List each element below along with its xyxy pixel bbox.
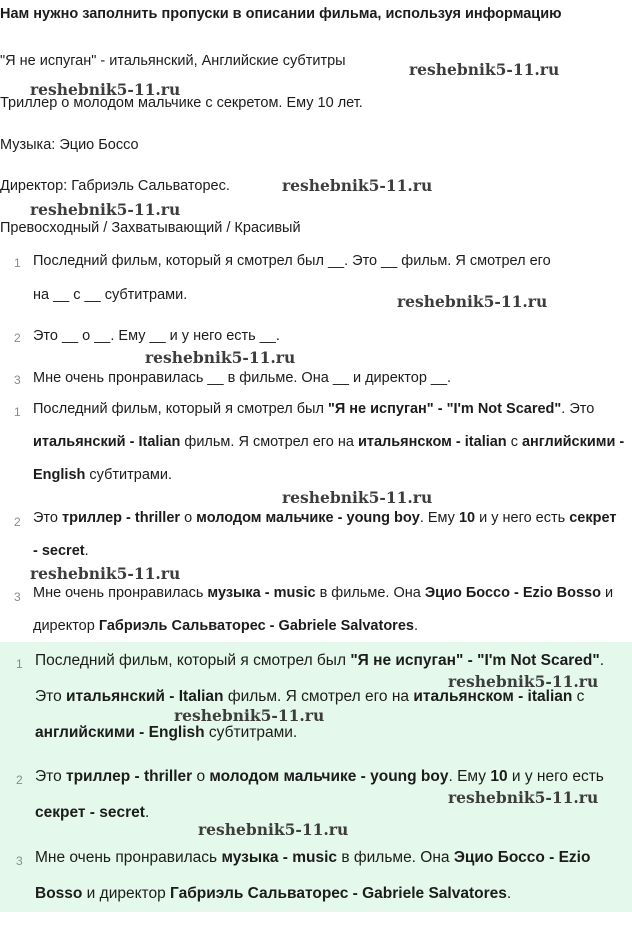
gap-sentence-1-line-2: на __ с __ субтитрами. <box>33 287 188 303</box>
highlighted-answer-1: Последний фильм, который я смотрел был "Я не испуган" - "I'm Not Scared". Это итальянский - Italian фильм. Я смотрел его на итальянском - italian с английскими - English субтитрами. <box>35 652 605 741</box>
gap-sentence-3: Мне очень пронравилась __ в фильме. Она __ и директор __. <box>33 370 452 386</box>
info-line-music: Музыка: Эцио Боссо <box>0 137 139 153</box>
list-number: 3 <box>14 373 21 387</box>
answer-1: Последний фильм, который я смотрел был "Я не испуган" - "I'm Not Scared". Это итальянский - Italian фильм. Я смотрел его на итальянском - italian с английскими - English субтитрами. <box>33 401 625 483</box>
watermark: reshebnik5-11.ru <box>30 80 181 99</box>
watermark: reshebnik5-11.ru <box>30 200 181 219</box>
watermark: reshebnik5-11.ru <box>397 292 548 311</box>
list-number: 3 <box>16 854 23 868</box>
watermark: reshebnik5-11.ru <box>448 788 599 807</box>
answer-3: Мне очень пронравилась музыка - music в фильме. Она Эцио Боссо - Ezio Bosso и директор Габриэль Сальваторес - Gabriele Salvatores. <box>33 585 614 634</box>
watermark: reshebnik5-11.ru <box>30 564 181 583</box>
watermark: reshebnik5-11.ru <box>145 348 296 367</box>
info-line-director: Директор: Габриэль Сальваторес. <box>0 178 230 194</box>
gap-sentence-2: Это __ о __. Ему __ и у него есть __. <box>33 328 280 344</box>
list-number: 1 <box>14 405 21 419</box>
info-line-plot: Триллер о молодом мальчике с секретом. Ему 10 лет. <box>0 95 363 111</box>
watermark: reshebnik5-11.ru <box>409 60 560 79</box>
list-number: 2 <box>16 773 23 787</box>
list-number: 1 <box>16 657 23 671</box>
page-title: Нам нужно заполнить пропуски в описании фильма, используя информацию <box>0 6 562 22</box>
list-number: 3 <box>14 590 21 604</box>
watermark: reshebnik5-11.ru <box>174 706 325 725</box>
gap-sentence-1-line-1: Последний фильм, который я смотрел был __. Это __ фильм. Я смотрел его <box>33 253 551 269</box>
info-line-title: "Я не испуган" - итальянский, Английские субтитры <box>0 53 346 69</box>
watermark: reshebnik5-11.ru <box>282 488 433 507</box>
watermark: reshebnik5-11.ru <box>282 176 433 195</box>
watermark: reshebnik5-11.ru <box>198 820 349 839</box>
highlighted-answer-2: Это триллер - thriller о молодом мальчике - young boy. Ему 10 и у него есть секрет - secret. <box>35 768 604 821</box>
list-number: 2 <box>14 515 21 529</box>
list-number: 2 <box>14 331 21 345</box>
highlighted-answer-3: Мне очень пронравилась музыка - music в фильме. Она Эцио Боссо - Ezio Bosso и директор Габриэль Сальваторес - Gabriele Salvatores. <box>35 849 591 902</box>
list-number: 1 <box>14 256 21 270</box>
answer-2: Это триллер - thriller о молодом мальчике - young boy. Ему 10 и у него есть секрет - secret. <box>33 510 617 559</box>
info-line-adjectives: Превосходный / Захватывающий / Красивый <box>0 220 301 236</box>
watermark: reshebnik5-11.ru <box>448 672 599 691</box>
